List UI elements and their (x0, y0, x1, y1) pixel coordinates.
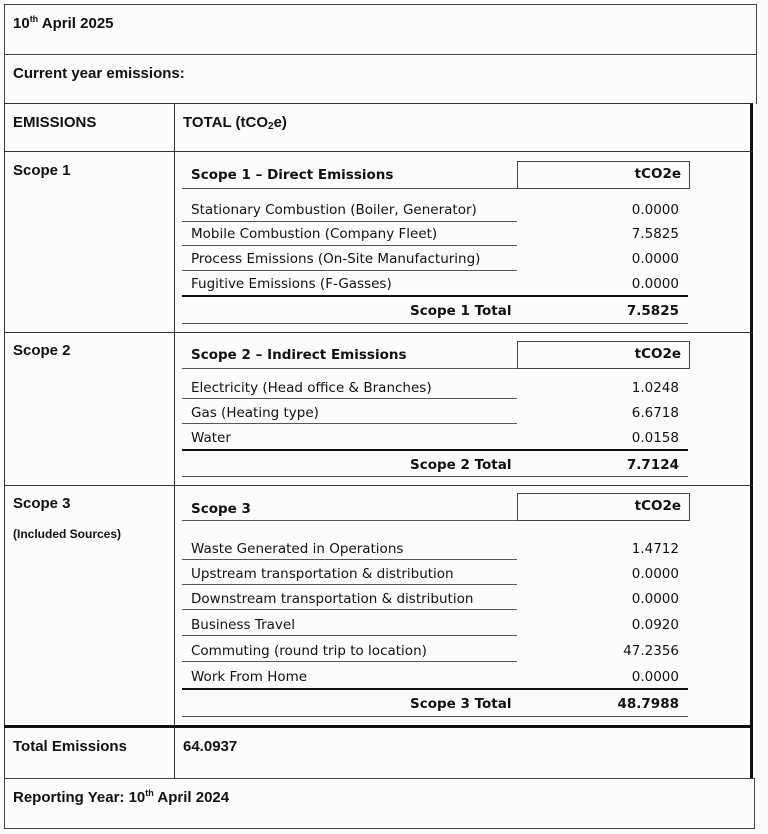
scope-3-row-value: 0.0000 (631, 566, 679, 582)
scope-2-row-label: Gas (Heating type) (191, 405, 319, 421)
scope-3-row-label: Work From Home (191, 669, 308, 685)
date-row (4, 4, 757, 55)
report-date: 10th April 2025 (13, 14, 114, 32)
scope-3-row-label: Downstream transportation & distribution (191, 591, 474, 607)
scope-1-row-value: 7.5825 (631, 226, 679, 242)
scope-3-label: Scope 3 (13, 495, 71, 512)
scope-1-row-label: Stationary Combustion (Boiler, Generator) (191, 202, 477, 218)
scope-1-row-value: 0.0000 (631, 276, 679, 292)
scope-1-row-value: 0.0000 (631, 251, 679, 267)
scope-1-total-value: 7.5825 (626, 303, 679, 319)
scope-2-total-label: Scope 2 Total (410, 457, 512, 473)
col-header-emissions: EMISSIONS (13, 114, 97, 131)
subtitle-row (4, 54, 757, 104)
scope-1-row-label: Process Emissions (On-Site Manufacturing) (191, 251, 481, 267)
scope-3-row-label: Commuting (round trip to location) (191, 643, 427, 659)
scope-3-total-label: Scope 3 Total (410, 696, 512, 712)
scope-2-table-title: Scope 2 – Indirect Emissions (191, 347, 407, 363)
scope-1-total-label: Scope 1 Total (410, 303, 512, 319)
scope-3-total-value: 48.7988 (617, 696, 679, 712)
scope-3-unit-header: tCO2e (517, 493, 690, 521)
scope-3-row-value: 0.0920 (631, 617, 679, 633)
scope-2-label: Scope 2 (13, 342, 71, 359)
scope-1-label: Scope 1 (13, 162, 71, 179)
scope-2-row-label: Water (191, 430, 231, 446)
scope-3-row-value: 1.4712 (631, 541, 679, 557)
scope-3-note: (Included Sources) (13, 527, 122, 541)
reporting-year: Reporting Year: 10th April 2024 (13, 788, 230, 806)
scope-2-row-label: Electricity (Head office & Branches) (191, 380, 432, 396)
scope-3-row-label: Business Travel (191, 617, 295, 633)
total-emissions-label: Total Emissions (13, 738, 127, 755)
scope-3-row-label: Upstream transportation & distribution (191, 566, 454, 582)
scope-2-total-value: 7.7124 (626, 457, 679, 473)
scope-2-row-value: 0.0158 (631, 430, 679, 446)
reporting-year-row (4, 778, 755, 829)
scope-2-row-value: 1.0248 (631, 380, 679, 396)
scope-1-row-value: 0.0000 (631, 202, 679, 218)
scope-3-row-value: 47.2356 (623, 643, 679, 659)
section-subtitle: Current year emissions: (13, 65, 185, 82)
total-emissions-value: 64.0937 (183, 738, 238, 755)
col-header-total: TOTAL (tCO$_2$e) (183, 114, 287, 132)
scope-3-row-value: 0.0000 (631, 591, 679, 607)
scope-3-table-title: Scope 3 (191, 501, 251, 517)
scope-1-row-label: Fugitive Emissions (F-Gasses) (191, 276, 392, 292)
scope-1-table-title: Scope 1 – Direct Emissions (191, 167, 394, 183)
column-divider (174, 103, 175, 779)
scope-3-row-label: Waste Generated in Operations (191, 541, 404, 557)
scope-3-row-value: 0.0000 (631, 669, 679, 685)
scope-1-row-label: Mobile Combustion (Company Fleet) (191, 226, 438, 242)
scope-2-row-value: 6.6718 (631, 405, 679, 421)
scope-2-unit-header: tCO2e (517, 341, 690, 369)
scope-1-unit-header: tCO2e (517, 161, 690, 189)
